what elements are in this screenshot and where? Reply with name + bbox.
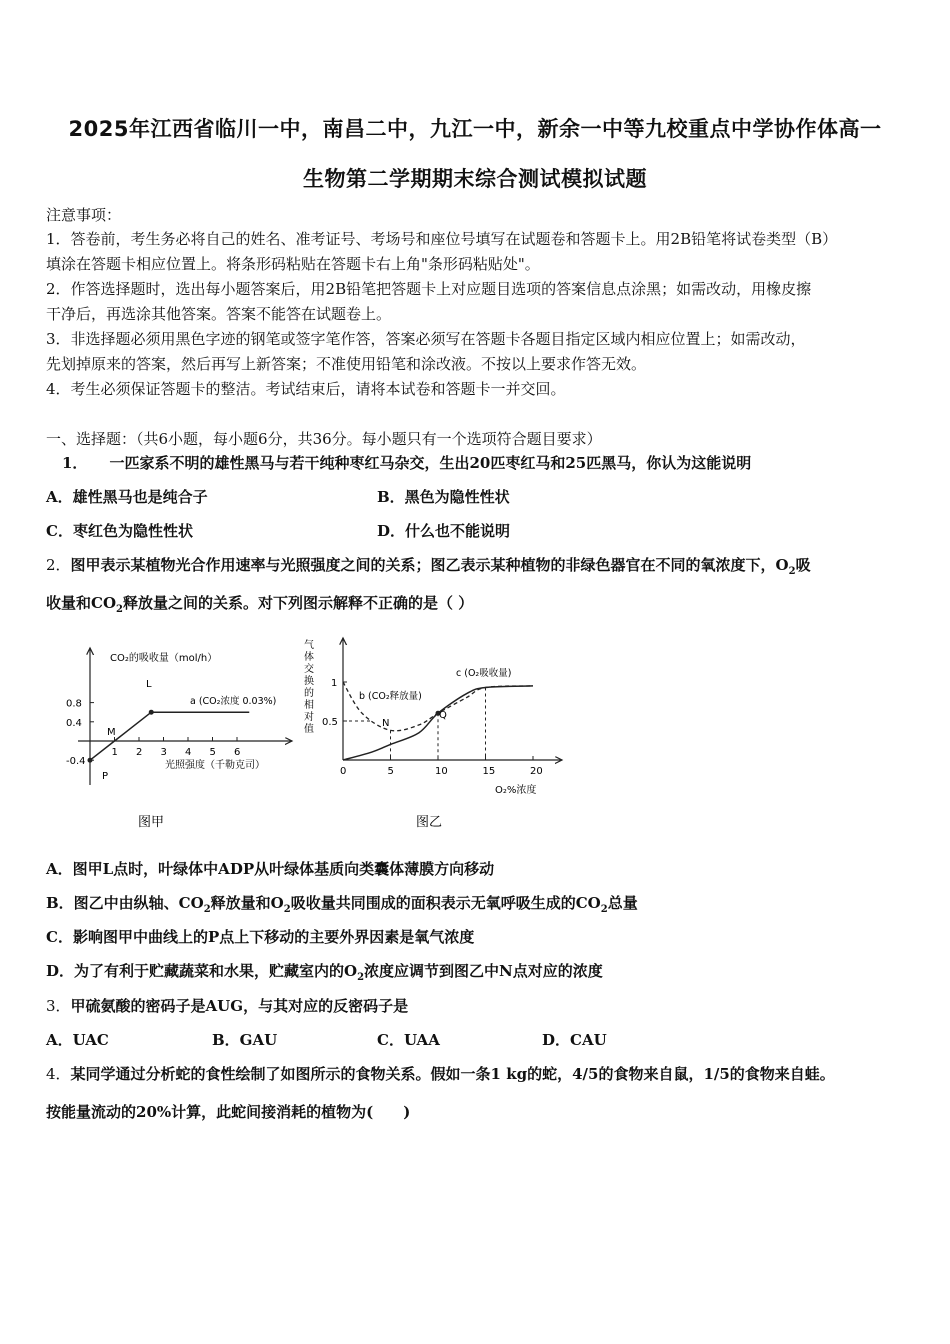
x-tick-label: 6 bbox=[234, 747, 241, 758]
q3-number: 3． bbox=[46, 997, 71, 1015]
subscript: 2 bbox=[203, 904, 211, 915]
q2-option-d[interactable] bbox=[46, 960, 603, 983]
q1-stem bbox=[62, 452, 751, 473]
x-tick-label: 5 bbox=[387, 766, 394, 777]
option-text: 浓度应调节到图乙中N点对应的浓度 bbox=[364, 962, 603, 980]
q2-option-a[interactable]: A．图甲L点时，叶绿体中ADP从叶绿体基质向类囊体薄膜方向移动 bbox=[46, 860, 495, 878]
x-tick-label: 3 bbox=[160, 747, 167, 758]
y-tick-label: 0.5 bbox=[322, 717, 338, 728]
x-tick-label: 5 bbox=[209, 747, 216, 758]
subscript: 2 bbox=[600, 904, 608, 915]
q1-text: 一匹家系不明的雄性黑马与若干纯种枣红马杂交，生出20匹枣红马和25匹黑马，你认为这能说明 bbox=[109, 454, 752, 472]
x-tick-label: 0 bbox=[340, 766, 347, 777]
q2-stem-line2 bbox=[46, 592, 473, 615]
label-b: b (CO₂释放量) bbox=[359, 691, 422, 702]
notice-line: 3．非选择题必须用黑色字迹的钢笔或签字笔作答，答案必须写在答题卡各题目指定区域内相应位置上；如需改动， bbox=[46, 330, 806, 348]
q3-option-a[interactable]: A．UAC bbox=[46, 1031, 109, 1049]
point-m-label: M bbox=[107, 727, 116, 738]
series-line-b bbox=[343, 682, 533, 731]
point-n-label: N bbox=[382, 718, 390, 729]
q3-text: 甲硫氨酸的密码子是AUG，与其对应的反密码子是 bbox=[70, 997, 409, 1015]
y-tick-label: 1 bbox=[331, 678, 338, 689]
notice-line: 填涂在答题卡相应位置上。将条形码粘贴在答题卡右上角"条形码粘贴处"。 bbox=[46, 255, 540, 273]
notice-line: 4．考生必须保证答题卡的整洁。考试结束后，请将本试卷和答题卡一并交回。 bbox=[46, 380, 566, 398]
option-text: 释放量和O bbox=[210, 894, 284, 912]
section-heading: 一、选择题：（共6小题，每小题6分，共36分。每小题只有一个选项符合题目要求） bbox=[46, 430, 602, 448]
q1-option-a[interactable]: A．雄性黑马也是纯合子 bbox=[46, 488, 208, 506]
q3-stem bbox=[46, 995, 408, 1016]
subscript: 2 bbox=[116, 604, 123, 615]
q3-option-c[interactable]: C．UAA bbox=[377, 1031, 440, 1049]
yi-caption: 图乙 bbox=[416, 815, 443, 830]
q2-option-c[interactable]: C．影响图甲中曲线上的P点上下移动的主要外界因素是氧气浓度 bbox=[46, 928, 475, 946]
q2-text: 收量和CO bbox=[46, 594, 117, 612]
x-tick-label: 2 bbox=[136, 747, 143, 758]
point-p-label: P bbox=[102, 771, 109, 782]
data-point bbox=[88, 758, 93, 763]
q3-option-b[interactable]: B．GAU bbox=[212, 1031, 278, 1049]
notice-heading: 注意事项： bbox=[46, 206, 122, 224]
q2-text: 吸 bbox=[795, 556, 811, 574]
notice-line: 2．作答选择题时，选出每小题答案后，用2B铅笔把答题卡上对应题目选项的答案信息点涂黑；如需改动，用橡皮擦 bbox=[46, 280, 812, 298]
y-tick-label: 0.4 bbox=[66, 717, 82, 729]
jia-ylabel: CO₂的吸收量（mol/h） bbox=[110, 653, 218, 664]
jia-xlabel: 光照强度（千勒克司） bbox=[165, 760, 265, 771]
q3-option-d[interactable]: D．CAU bbox=[542, 1031, 607, 1049]
q4-number: 4． bbox=[46, 1065, 71, 1083]
notice-line: 先划掉原来的答案，然后再写上新答案；不准使用铅笔和涂改液。不按以上要求作答无效。 bbox=[46, 355, 647, 373]
q1-option-b[interactable]: B．黑色为隐性性状 bbox=[377, 488, 510, 506]
figure-yi bbox=[300, 634, 570, 840]
q2-stem-line1 bbox=[46, 554, 811, 577]
subscript: 2 bbox=[283, 904, 291, 915]
point-q-label: Q bbox=[439, 710, 447, 721]
point-l-label: L bbox=[146, 679, 152, 690]
notice-line: 1．答卷前，考生务必将自己的姓名、准考证号、考场号和座位号填写在试题卷和答题卡上。用2B铅笔将试卷类型（B） bbox=[46, 230, 838, 248]
option-text: 吸收量共同围成的面积表示无氧呼吸生成的CO bbox=[290, 894, 601, 912]
jia-caption: 图甲 bbox=[138, 815, 165, 830]
x-tick-label: 4 bbox=[185, 747, 192, 758]
figure-jia bbox=[60, 640, 310, 840]
jia-series-label: a (CO₂浓度 0.03%) bbox=[190, 696, 277, 707]
page-title-line2: 生物第二学期期末综合测试模拟试题 bbox=[303, 167, 647, 191]
yi-xlabel: O₂%浓度 bbox=[495, 785, 537, 796]
x-tick-label: 10 bbox=[435, 766, 448, 777]
option-text: 总量 bbox=[607, 894, 638, 912]
q1-number: 1． bbox=[62, 454, 88, 472]
notice-line: 干净后，再选涂其他答案。答案不能答在试题卷上。 bbox=[46, 305, 392, 323]
x-tick-label: 1 bbox=[111, 747, 118, 758]
data-point bbox=[149, 710, 154, 715]
yi-ylabel: 气体交换的相对值 bbox=[304, 640, 314, 735]
subscript: 2 bbox=[788, 566, 796, 577]
y-tick-label: 0.8 bbox=[66, 698, 82, 710]
x-tick-label: 20 bbox=[530, 766, 543, 777]
y-tick-label: -0.4 bbox=[66, 756, 86, 768]
label-c: c (O₂吸收量) bbox=[456, 668, 512, 679]
option-text: D．为了有利于贮藏蔬菜和水果，贮藏室内的O bbox=[46, 962, 358, 980]
q2-option-b[interactable] bbox=[46, 892, 638, 915]
q1-option-d[interactable]: D．什么也不能说明 bbox=[377, 522, 511, 540]
page-title-line1: 2025年江西省临川一中，南昌二中，九江一中，新余一中等九校重点中学协作体高一 bbox=[68, 117, 882, 141]
q2-number: 2． bbox=[46, 556, 71, 574]
q4-text: 某同学通过分析蛇的食性绘制了如图所示的食物关系。假如一条1 kg的蛇，4/5的食物来自鼠，1/5的食物来自蛙。 bbox=[70, 1065, 835, 1083]
x-tick-label: 15 bbox=[482, 766, 496, 777]
option-text: B．图乙中由纵轴、CO bbox=[46, 894, 204, 912]
q2-text: 图甲表示某植物光合作用速率与光照强度之间的关系；图乙表示某种植物的非绿色器官在不同的氧浓度下，O bbox=[70, 556, 789, 574]
q4-stem-line1 bbox=[46, 1063, 835, 1084]
q2-text: 释放量之间的关系。对下列图示解释不正确的是（ ） bbox=[122, 594, 474, 612]
q1-option-c[interactable]: C．枣红色为隐性性状 bbox=[46, 522, 193, 540]
subscript: 2 bbox=[357, 972, 365, 983]
q4-stem-line2: 按能量流动的20%计算，此蛇间接消耗的植物为( ) bbox=[46, 1103, 411, 1121]
